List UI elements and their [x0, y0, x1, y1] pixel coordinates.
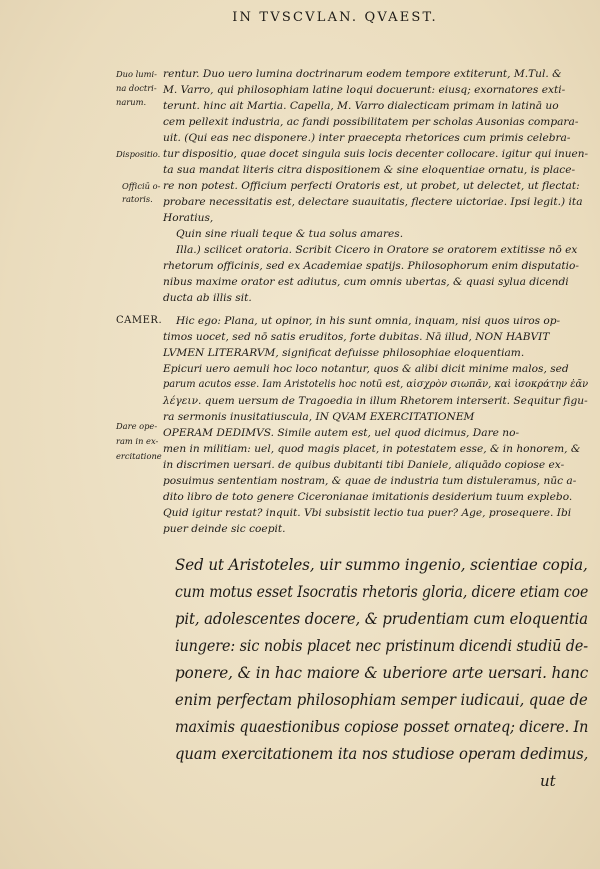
commentary-line: re non potest. Officium perfecti Oratoris est, ut probet, ut delectet, ut flectat:	[163, 180, 580, 192]
margin-note-line: Dispositio.	[116, 149, 161, 159]
main-text-line: cum motus esset Isocratis rhetoris gloria, dicere etiam coe	[175, 583, 589, 601]
main-text-line: enim perfectam philosophiam semper iudicaui, quae de	[175, 691, 588, 709]
commentary-line: dito libro de toto genere Ciceronianae imitationis desiderium tuum explebo.	[163, 491, 573, 503]
commentary-line: LVMEN LITERARVM, significat defuisse philosophiae eloquentiam.	[163, 347, 525, 359]
commentary-line: Illa.) scilicet oratoria. Scribit Cicero in Oratore se oratorem extitisse nō ex	[176, 244, 578, 256]
running-header: IN TVSCVLAN. QVAEST.	[232, 10, 438, 25]
commentary-line: probare necessitatis est, delectare suauitatis, flectere uictoriae. Ipsi legit.) ita	[163, 196, 583, 208]
speaker-label: CAMER.	[116, 315, 163, 326]
commentary-line: puer deinde sic coepit.	[163, 523, 286, 535]
commentary-line: ta sua mandat literis citra dispositionem & sine eloquentiae ornatu, is place-	[163, 164, 576, 176]
main-text-line: maximis quaestionibus copiose posset ornateq; dicere. In	[175, 718, 589, 736]
main-text-line: pit, adolescentes docere, & prudentiam cum eloquentia	[175, 610, 588, 628]
commentary-line: Quid igitur restat? inquit. Vbi subsistit lectio tua puer? Age, prosequere. Ibi	[163, 507, 572, 519]
commentary-line: M. Varro, qui philosophiam latine loqui docuerunt: eiusq; exornatores exti-	[163, 84, 566, 96]
commentary-line: OPERAM DEDIMVS. Simile autem est, uel quod dicimus, Dare no-	[163, 427, 520, 439]
margin-note-line: Officiū o-	[122, 181, 161, 191]
main-text-line: quam exercitationem ita nos studiose operam dedimus,	[175, 745, 589, 763]
commentary-line: in discrimen uersari. de quibus dubitanti tibi Daniele, aliquādo copiose ex-	[163, 459, 565, 471]
catchword: ut	[540, 772, 556, 790]
commentary-line: ra sermonis inusitatiuscula, IN QVAM EXERCITATIONEM	[163, 411, 475, 423]
commentary-line: timos uocet, sed nō satis eruditos, forte dubitas. Nā illud, NON HABVIT	[163, 331, 550, 343]
commentary-line: posuimus sententiam nostram, & quae de industria tum distuleramus, nūc a-	[163, 475, 577, 487]
main-text-line: iungere: sic nobis placet nec pristinum dicendi studiū de-	[175, 637, 589, 655]
margin-note-line: Duo lumi-	[116, 69, 157, 79]
margin-note-line: ercitatione	[116, 451, 162, 461]
margin-note-line: ratoris.	[122, 194, 153, 204]
commentary-line: nibus maxime orator est adiutus, cum omnis ubertas, & quasi sylua dicendi	[163, 276, 569, 288]
commentary-line: λέγειν. quem uersum de Tragoedia in illum Rhetorem interserit. Sequitur figu-	[163, 395, 588, 407]
main-text-line: Sed ut Aristoteles, uir summo ingenio, scientiae copia,	[175, 556, 588, 574]
commentary-line: cem pellexit industria, ac fandi possibilitatem per scholas Ausonias compara-	[163, 116, 579, 128]
main-text-line: ponere, & in hac maiore & uberiore arte uersari. hanc	[175, 664, 589, 682]
commentary-line: parum acutos esse. Iam Aristotelis hoc notū est, αἰσχρὸν σιωπᾶν, καὶ ἰσοκράτην ἐᾶν	[163, 379, 589, 390]
commentary-line: rentur. Duo uero lumina doctrinarum eodem tempore extiterunt, M.Tul. &	[163, 68, 562, 80]
margin-note-line: na doctri-	[116, 83, 157, 93]
commentary-line: tur dispositio, quae docet singula suis locis decenter collocare. igitur qui inuen-	[163, 148, 589, 160]
commentary-line: uit. (Qui eas nec disponere.) inter praecepta rhetorices cum primis celebra-	[163, 132, 571, 144]
commentary-line: ducta ab illis sit.	[163, 292, 252, 304]
margin-note-line: ram in ex-	[116, 436, 159, 446]
commentary-line: Hic ego: Plana, ut opinor, in his sunt omnia, inquam, nisi quos uiros op-	[176, 315, 561, 327]
margin-note-line: narum.	[116, 97, 147, 107]
quoted-verse: Quin sine riuali teque & tua solus amares.	[176, 228, 404, 240]
commentary-line: Horatius,	[163, 212, 214, 224]
commentary-line: rhetorum officinis, sed ex Academiae spatijs. Philosophorum enim disputatio-	[163, 260, 579, 272]
margin-note-line: Dare ope-	[116, 421, 158, 431]
commentary-line: terunt. hinc ait Martia. Capella, M. Varro dialecticam primam in latinā uo	[163, 100, 559, 112]
commentary-line: men in militiam: uel, quod magis placet, in potestatem esse, & in honorem, &	[163, 443, 581, 455]
commentary-line: Epicuri uero aemuli hoc loco notantur, quos & alibi dicit minime malos, sed	[163, 363, 569, 375]
